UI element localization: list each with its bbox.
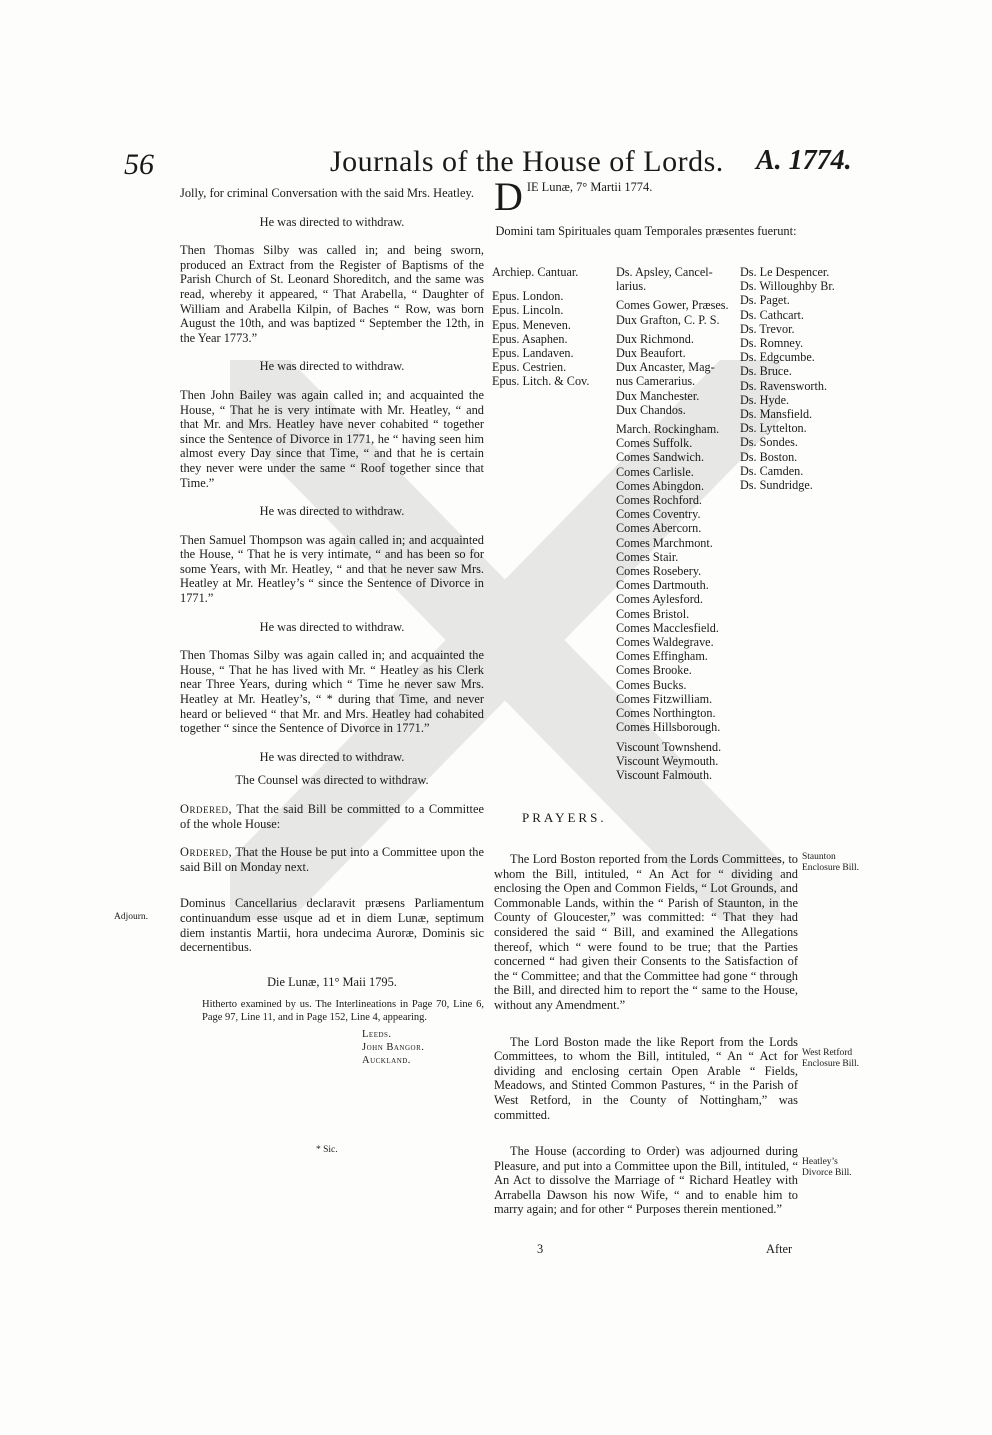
right-column-body [494,852,798,1217]
lord-entry: Comes Brooke. [616,663,692,678]
lord-entry: March. Rockingham. [616,422,720,437]
lord-entry: Epus. Meneven. [492,317,571,332]
withdraw-line: He was directed to withdraw. [259,619,405,634]
lord-entry: Comes Dartmouth. [616,578,709,593]
footnote: * Sic. [316,1145,338,1155]
signature: Auckland. [362,1055,411,1067]
domini-line: Domini tam Spirituales quam Temporales præsentes fuerunt: [495,224,797,238]
ordered-lead: Ordered, [180,845,233,860]
lord-entry: Comes Suffolk. [616,436,693,451]
lord-entry: Ds. Mansfield. [740,407,813,422]
lord-entry: Comes Hillsborough. [616,720,721,735]
attendance-list-peers [616,265,729,782]
lord-entry: Ds. Sondes. [740,435,798,450]
lord-entry: Ds. Trevor. [740,321,795,336]
order-committee [180,845,484,874]
lord-entry: Viscount Townshend. [616,739,722,754]
signature: Leeds. [362,1029,392,1041]
lord-entry: Ds. Lyttelton. [740,421,807,436]
lord-entry: Dux Ancaster, Mag- [616,360,715,375]
catchword: After [766,1242,793,1256]
withdraw-line: He was directed to withdraw. [259,359,405,374]
margin-note-adjourn: Adjourn. [114,912,149,922]
lord-entry: Ds. Ravensworth. [740,378,827,393]
paragraph-thompson: Then Samuel Thompson was again called in; and acquainted the House, “ That he is very intimate, “ and has been so for some Years, with Mr. Heatley, “ and that he never saw Mrs. Heatley at Mr. Heatley’s “ since the Sentence of Divorce in 1771.” [180,532,484,606]
date-line: Die Lunæ, 11° Maii 1795. [267,974,397,989]
prayers-heading: PRAYERS. [522,810,607,825]
lord-entry: Epus. Asaphen. [492,331,568,346]
lord-entry: Comes Sandwich. [616,450,705,465]
lord-entry: Comes Rosebery. [616,564,702,579]
lord-entry: Comes Macclesfield. [616,620,719,635]
lord-entry: Ds. Camden. [740,463,804,478]
adjournment-paragraph: Dominus Cancellarius declaravit præsens Parliamentum continuandum esse usque ad et in diem Lunæ, septimum diem instantis Martii, hora undecima Auroræ, Dominis sic decernentibus. [180,896,484,955]
lord-entry: Ds. Bruce. [740,364,792,379]
page-number: 56 [124,148,154,181]
running-title: Journals of the House of Lords. [330,145,724,178]
lord-entry: Ds. Sundridge. [740,478,813,493]
lord-entry: Ds. Apsley, Cancel- [616,265,713,279]
lord-entry: Dux Grafton, C. P. S. [616,312,720,327]
lord-entry: Dux Chandos. [616,402,686,417]
signature: John Bangor. [362,1042,425,1054]
margin-note-staunton: Staunton Enclosure Bill. [802,852,859,873]
lord-entry: Comes Waldegrave. [616,635,714,650]
attendance-list-barons [740,265,835,492]
lord-entry: Dux Beaufort. [616,346,686,361]
lord-entry: Comes Aylesford. [616,592,703,607]
lord-entry: Epus. Cestrien. [492,360,567,375]
lord-entry: Comes Coventry. [616,507,701,522]
lord-entry: Comes Abercorn. [616,521,702,536]
lord-entry: Viscount Weymouth. [616,753,719,768]
signature-mark: 3 [537,1242,544,1256]
lord-entry: Ds. Edgcumbe. [740,350,815,365]
signatures [180,1028,484,1067]
lord-entry: Dux Richmond. [616,331,694,346]
lord-entry: Ds. Willoughby Br. [740,279,835,294]
lord-entry: Dux Manchester. [616,388,700,403]
lord-entry: Comes Bristol. [616,606,690,621]
session-heading [494,174,798,219]
lord-entry: Ds. Hyde. [740,392,790,407]
lord-entry: Comes Effingham. [616,649,708,664]
lord-entry: Comes Fitzwilliam. [616,691,713,706]
paragraph-silby-2: Then Thomas Silby was again called in; and acquainted the House, “ That he has lived with Mr. “ Heatley as his Clerk near Three Years, during which “ Time he never saw Mrs. Heatley at Mr. Heatley’s, “ * during that Time, and never heard or believed “ that Mr. and Mrs. Heatley had cohabited together “ since the Sentence of Divorce in 1771.” [180,648,484,736]
lord-entry: Comes Northington. [616,706,716,721]
paragraph-staunton: The Lord Boston reported from the Lords Committees, to whom the Bill, intituled, “ An Act for “ dividing and enclosing the Open and Common Fields, “ Lot Grounds, and Commonable Lands, within the “ Parish of Staunton, in the County of Gloucester,” was committed: “ That they had considered the said “ Bill, and examined the Allegations thereof, which “ were found to be true; that the Parties concerned “ had given their Consents to the Satisfaction of the “ Committee; and that the Committee had gone “ through the Bill, and directed him to report the “ same to the House, without any Amendment.” [494,852,798,1012]
lord-entry: Ds. Le Despencer. [740,265,830,279]
lord-entry: Comes Stair. [616,549,679,564]
lord-entry: Epus. Lincoln. [492,303,564,318]
lord-entry: Comes Abingdon. [616,478,705,493]
left-column [180,186,484,1067]
lord-entry: Ds. Boston. [740,449,798,464]
lord-entry [492,279,589,289]
order-committed [180,802,484,831]
paragraph-heatley: The House (according to Order) was adjourned during Pleasure, and put into a Committee upon the Bill, intituled, “ An Act to dissolve the Marriage of “ Richard Heatley with Arrabella Dawson his now Wife, “ and to enable him to marry again; and for other “ Purposes therein mentioned.” [494,1144,798,1217]
lord-entry: Comes Rochford. [616,493,702,508]
lord-entry: Comes Gower, Præses. [616,298,729,313]
lord-entry: Epus. Litch. & Cov. [492,374,590,389]
lord-entry: larius. [616,279,647,294]
lord-entry: Comes Marchmont. [616,535,713,550]
lord-entry: Archiep. Cantuar. [492,265,579,279]
lord-entry: Epus. Landaven. [492,346,574,361]
lord-entry: Ds. Cathcart. [740,307,804,322]
withdraw-line: He was directed to withdraw. [259,749,405,764]
session-date: IE Lunæ, 7° Martii 1774. [526,180,653,194]
paragraph-jolly: Jolly, for criminal Conversation with the said Mrs. Heatley. [180,186,474,200]
drop-cap: D [494,174,523,219]
lord-entry: Comes Carlisle. [616,464,694,479]
lord-entry: Ds. Romney. [740,336,804,351]
paragraph-silby-1: Then Thomas Silby was called in; and being sworn, produced an Extract from the Register of Baptisms of the Parish Church of St. Leonard Shoreditch, and the same was read, whereby it appeared, “ That Arabella, “ Daughter of William and Arabella Kilpin, of Baches “ Row, was born August the 10th, and was baptized “ September the 12th, in the Year 1773.” [180,243,484,345]
lord-entry: Ds. Paget. [740,293,790,308]
paragraph-bailey: Then John Bailey was again called in; and acquainted the House, “ That he is very intimate with Mr. Heatley, “ and that Mr. and Mrs. Heatley have never cohabited “ together since the Sentence of Divorce in 1771, he “ having seen him almost every Day since that Time, “ and that he is certain they never were under the same “ Roof together since that Time.” [180,387,484,490]
lord-entry: nus Camerarius. [616,374,696,389]
lord-entry: Epus. London. [492,289,564,304]
counsel-line: The Counsel was directed to withdraw. [235,773,429,788]
lord-entry: Viscount Falmouth. [616,767,713,782]
header-year: A. 1774. [756,145,852,176]
paragraph-west-retford: The Lord Boston made the like Report from the Lords Committees, to whom the Bill, intituled, “ An “ Act for dividing and enclosing certain Open Arable “ Fields, Meadows, and Stinted Common Pastures, “ in the Parish of West Retford, in the County of Nottingham,” was committed. [494,1034,798,1122]
ordered-lead: Ordered, [180,802,233,816]
margin-note-heatley: Heatley’s Divorce Bill. [802,1157,852,1178]
order-text: That the House be put into a Committee upon the said Bill on Monday next. [180,845,484,874]
lord-entry: Comes Bucks. [616,677,687,692]
withdraw-line: He was directed to withdraw. [259,504,405,519]
order-text: That the said Bill be committed to a Committee of the whole House: [180,802,484,831]
examination-note: Hitherto examined by us. The Interlineations in Page 70, Line 6, Page 97, Line 11, and in Page 152, Line 4, appearing. [202,999,484,1024]
margin-note-retford: West Retford Enclosure Bill. [802,1048,859,1069]
attendance-list-bishops [492,265,589,389]
withdraw-line: He was directed to withdraw. [259,214,405,229]
